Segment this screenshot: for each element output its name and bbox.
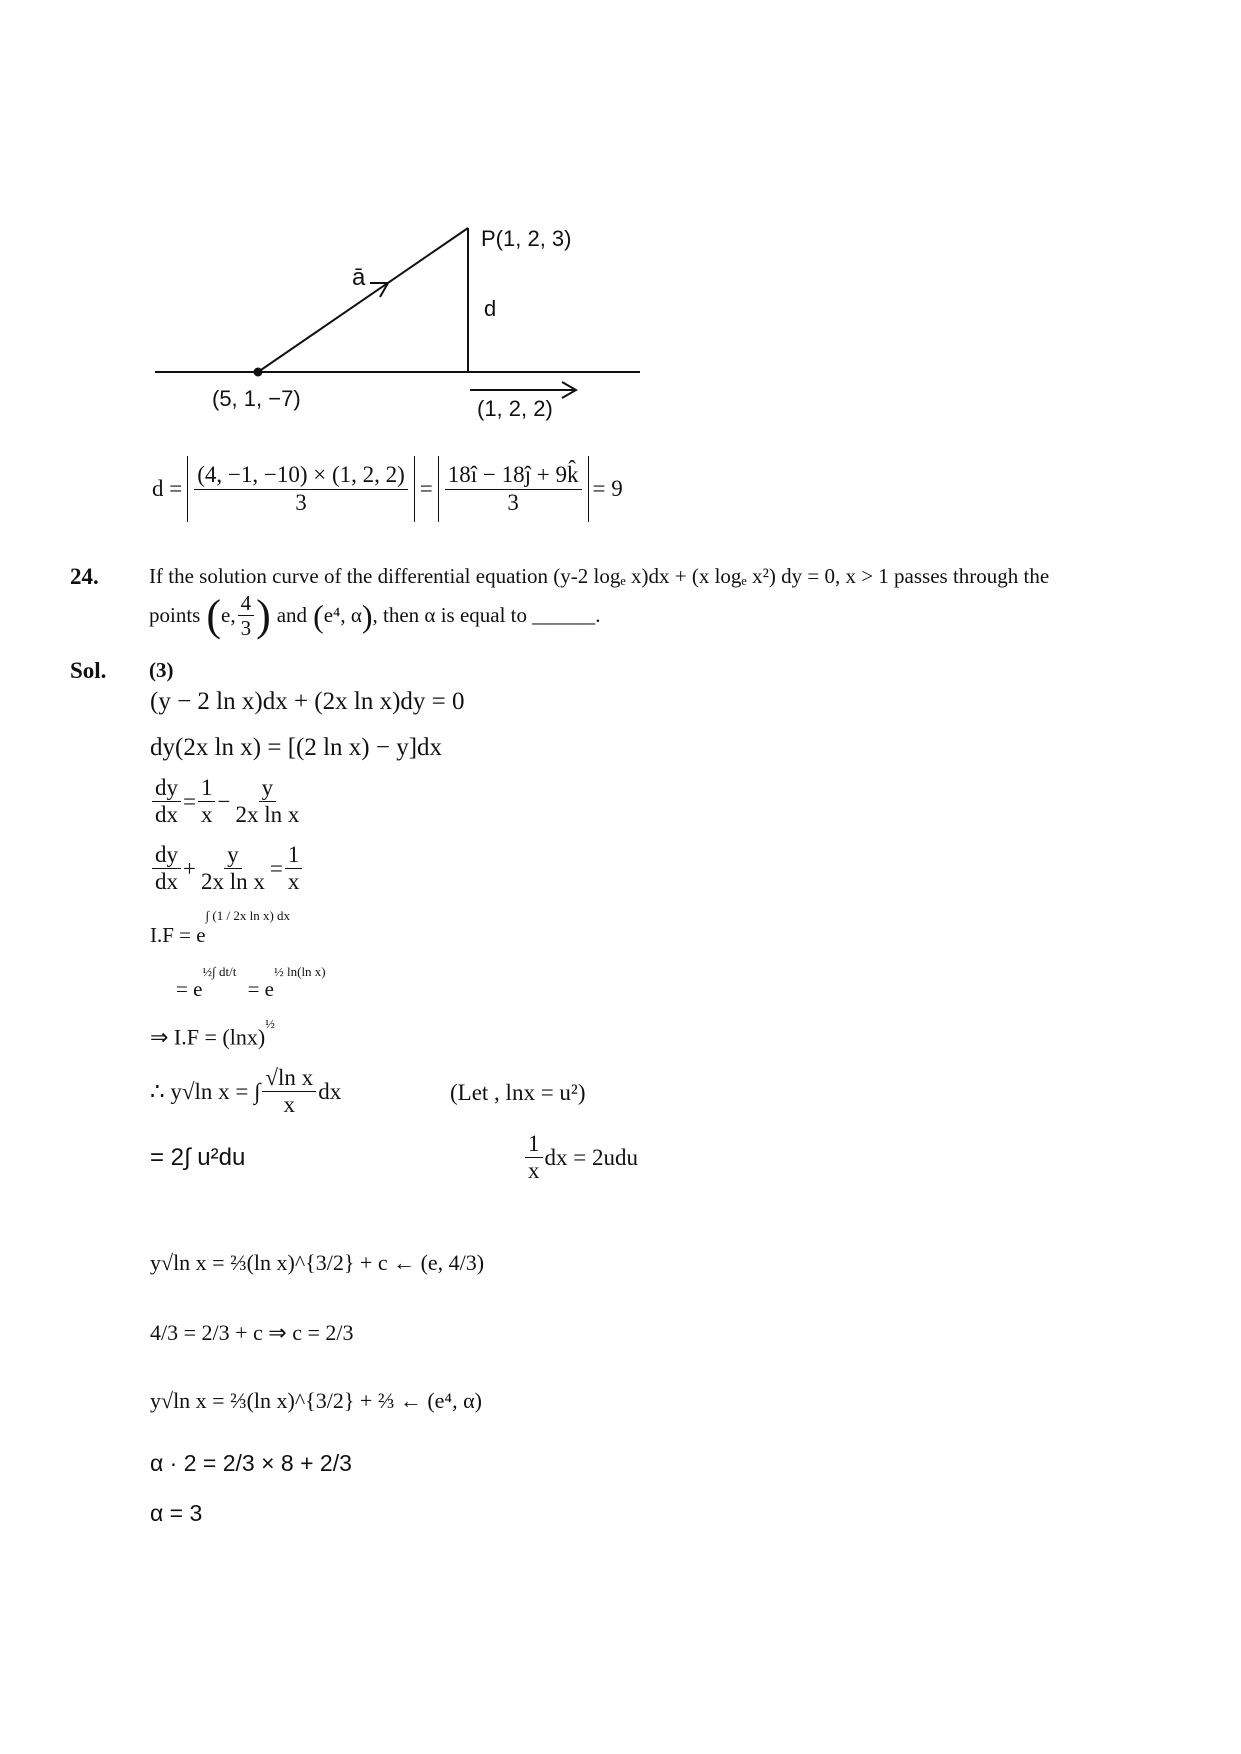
cross-product-denominator: 3 [295,489,307,515]
point-p-label: P(1, 2, 3) [481,226,572,251]
if-step-2: = $e^{\frac{1}{2}\int dt/t} = e^{\frac{1}{2} ln(ln x)}$ [176,964,326,1001]
and-word: and [276,603,308,628]
base-point-label: (5, 1, −7) [212,386,301,411]
substitution-let: (Let , lnx = u²) [450,1080,586,1105]
question-line-2: points ( e, $\frac{4}{3}$ ) and ( e⁴, α ) , then α is equal to ______. [149,590,601,641]
distance-label: d [484,296,497,321]
question-number: 24. [70,564,99,589]
vector-numerator: 18î − 18ĵ + 9k̂ [445,463,582,489]
vector-a-label: ā [352,264,366,291]
step-1: (y − 2 ln x)dx + (2x ln x)dy = 0 [150,688,465,715]
point-two: e⁴, α [323,603,362,628]
step-3: $\frac{dy}{dx}$ = $\frac{1}{x}$ − $\frac{y}{\text{2x ln x}}$ [150,776,304,827]
integral-step-1: ∴ y√ln x = ∫ $\frac{\text{√ln x}}{x}$ dx [150,1065,342,1118]
point-one: e, $\frac{4}{3}$ [221,592,256,639]
if-step-3: ⇒ $I.F = (\ln x)^{\frac{1}{2}}$ [150,1016,275,1050]
result-step-2: 4/3 = 2/3 + c ⇒ c = 2/3 [150,1320,354,1345]
result-step-1: y√ln x = ⅔(ln x)^{3/2} + c ← (e, 4/3) [150,1250,485,1275]
solution-label: Sol. [70,658,107,683]
distance-diagram [0,0,1241,440]
if-step-1: $I.F = e^{\int (1 / 2x ln x) dx}$ [150,908,291,947]
distance-eq: = [419,476,433,501]
distance-result: = 9 [592,476,623,501]
direction-label: (1, 2, 2) [477,396,553,421]
result-step-4: α · 2 = 2/3 × 8 + 2/3 [150,1450,352,1476]
question-tail: , then α is equal to ______. [372,603,601,628]
base-point [254,368,263,377]
question-line-1: If the solution curve of the differential equation (y-2 logₑ x)dx + (x logₑ x²) dy = 0, x > 1 passes through the [149,564,1050,588]
points-word: points [149,603,201,628]
distance-lhs: d = [152,476,183,501]
vector-denominator: 3 [507,489,519,515]
integral-step-2: = 2∫ u²du [150,1144,246,1171]
distance-formula [152,456,623,522]
solution-answer: (3) [149,658,174,682]
final-answer: α = 3 [150,1500,203,1526]
vector-a-line [258,228,468,372]
step-4: $\frac{dy}{dx}$ + $\frac{y}{\text{2x ln x}}$ = $\frac{1}{x}$ [150,843,304,894]
cross-product-numerator: (4, −1, −10) × (1, 2, 2) [194,463,408,489]
substitution-derivative: $\frac{1}{x}$ dx = 2udu [523,1132,638,1183]
result-step-3: y√ln x = ⅔(ln x)^{3/2} + ⅔ ← (e⁴, α) [150,1388,482,1413]
step-2: dy(2x ln x) = [(2 ln x) − y]dx [150,734,443,761]
